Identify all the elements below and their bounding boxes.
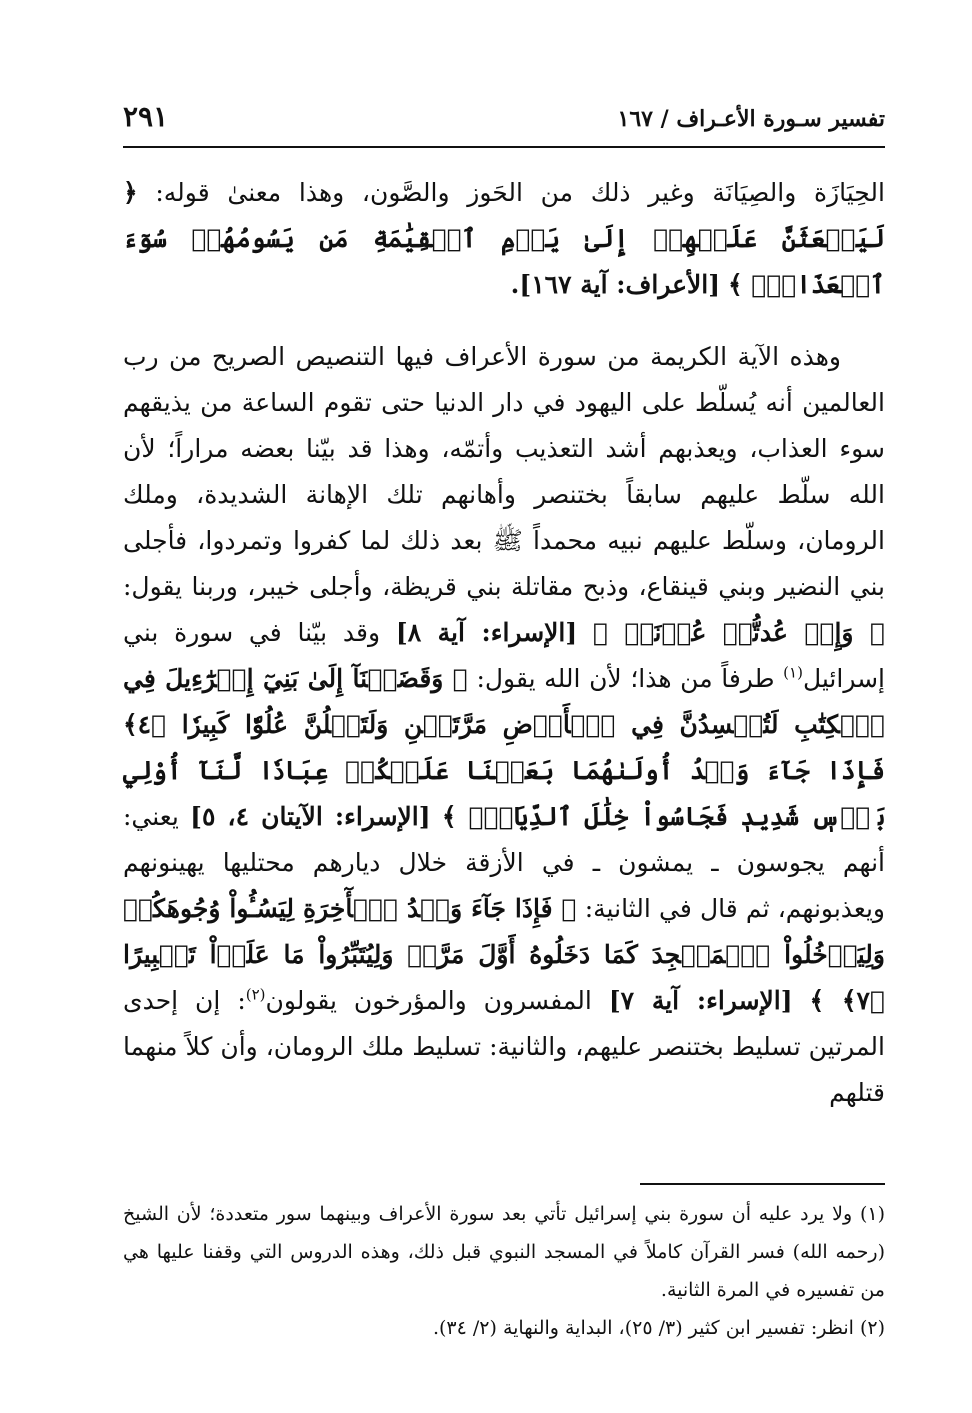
verse-reference: [الإسراء: آية ٨] xyxy=(395,618,578,647)
paragraph-2-text: طرفاً من هذا؛ لأن الله يقول: xyxy=(476,664,775,693)
body-text xyxy=(123,170,885,1116)
paragraph-2-text: المفسرون والمؤرخون يقولون xyxy=(265,986,592,1015)
paragraph-2-text: : إن إحدى المرتين تسليط بختنصر عليهم، والثانية: تسليط ملك الرومان، وأن كلاً منهما قتلهم xyxy=(123,986,885,1107)
paragraph-2-text: وهذه الآية الكريمة من سورة الأعراف فيها التنصيص الصريح من رب العالمين أنه يُسلّط على اليهود في دار الدنيا حتى تقوم الساعة من يذيقهم سوء العذاب، ويعذبهم أشد التعذيب وأتمّه، وهذا قد بيّنا بعضه مراراً؛ لأن الله سلّط عليهم سابقاً بختنصر وأهانهم تلك الإهانة الشديدة، وملك الرومان، وسلّط عليهم نبيه محمداً ﷺ بعد ذلك لما كفروا وتمردوا، فأجلى بني النضير وبني قينقاع، وذبح مقاتلة بني قريظة، وأجلى خيبر، وربنا يقول: xyxy=(123,342,885,601)
quran-verse: ﴿ وَقَضَيۡنَآ إِلَىٰ بَنِيٓ إِسۡرَٰٓءِيلَ فِي ٱلۡكِتَٰبِ لَتُفۡسِدُنَّ فِي ٱلۡأَرۡضِ مَرَّتَيۡنِ وَلَتَعۡلُنَّ عُلُوّٗا كَبِيرٗا ﴿٤﴾ فَإِذَا جَآءَ وَعۡدُ أُولَىٰهُمَا بَعَثۡنَا عَلَيۡكُمۡ عِبَادٗا لَّنَآ أُوْلِي بَأۡسٖ شَدِيدٖ فَجَاسُواْ خِلَٰلَ ٱلدِّيَارِۚ ﴾ xyxy=(123,664,885,831)
paragraph-1-text: الحِيَازَة والصِيَانَة وغير ذلك من الحَوز والصَّون، وهذا معنىٰ قوله: xyxy=(155,178,885,207)
verse-reference: [الإسراء: آية ٧] xyxy=(608,986,793,1015)
paragraph-1 xyxy=(123,170,885,308)
footnote-marker: (١) xyxy=(783,663,803,682)
paragraph-2-text: وقد بيّنا في سورة بني إسرائيل xyxy=(123,618,886,693)
quran-verse: ﴿ وَإِنۡ عُدتُّمۡ عُدۡنَاۚ ﴾ xyxy=(592,618,886,647)
footnote-divider xyxy=(640,1183,885,1185)
footnote-1: (١) ولا يرد عليه أن سورة بني إسرائيل تأتي بعد سورة الأعراف وبينهما سور متعددة؛ لأن الشيخ (رحمه الله) فسر القرآن كاملاً في المسجد النبوي قبل ذلك، وهذه الدروس التي وقفنا عليها هي من تفسيره في المرة الثانية. xyxy=(123,1203,885,1301)
paragraph-2-text: يعني: أنهم يجوسون ـ يمشون ـ في الأزقة خلال ديارهم محتليها يهينونهم ويعذبونهم، ثم قال في الثانية: xyxy=(123,802,886,923)
footnotes xyxy=(123,1195,885,1347)
page-header xyxy=(123,96,885,148)
verse-reference: [الإسراء: الآيتان ٤، ٥] xyxy=(190,802,431,831)
footnote-2: (٢) انظر: تفسير ابن كثير (٣/ ٢٥)، البداية والنهاية (٢/ ٣٤). xyxy=(432,1317,885,1339)
quran-verse: ﴿ لَيَبۡعَثَنَّ عَلَيۡهِمۡ إِلَىٰ يَوۡمِ ٱلۡقِيَٰمَةِ مَن يَسُومُهُمۡ سُوٓءَ ٱلۡعَذَابِۗ ﴾ xyxy=(123,178,885,299)
quran-verse: ﴿ فَإِذَا جَآءَ وَعۡدُ ٱلۡأٓخِرَةِ لِيَسُـُٔواْ وُجُوهَكُمۡ وَلِيَدۡخُلُواْ ٱلۡمَسۡجِدَ كَمَا دَخَلُوهُ أَوَّلَ مَرَّةٖ وَلِيُتَبِّرُواْ مَا عَلَوۡاْ تَتۡبِيرًا ﴿٧﴾ ﴾ xyxy=(123,894,885,1015)
verse-reference: [الأعراف: آية ١٦٧]. xyxy=(510,270,721,299)
footnote-marker: (٢) xyxy=(245,985,266,1004)
page-number: ٢٩١ xyxy=(123,100,169,133)
paragraph-2 xyxy=(123,334,885,1116)
running-title: تفسير سـورة الأعـراف / ١٦٧ xyxy=(617,106,885,132)
